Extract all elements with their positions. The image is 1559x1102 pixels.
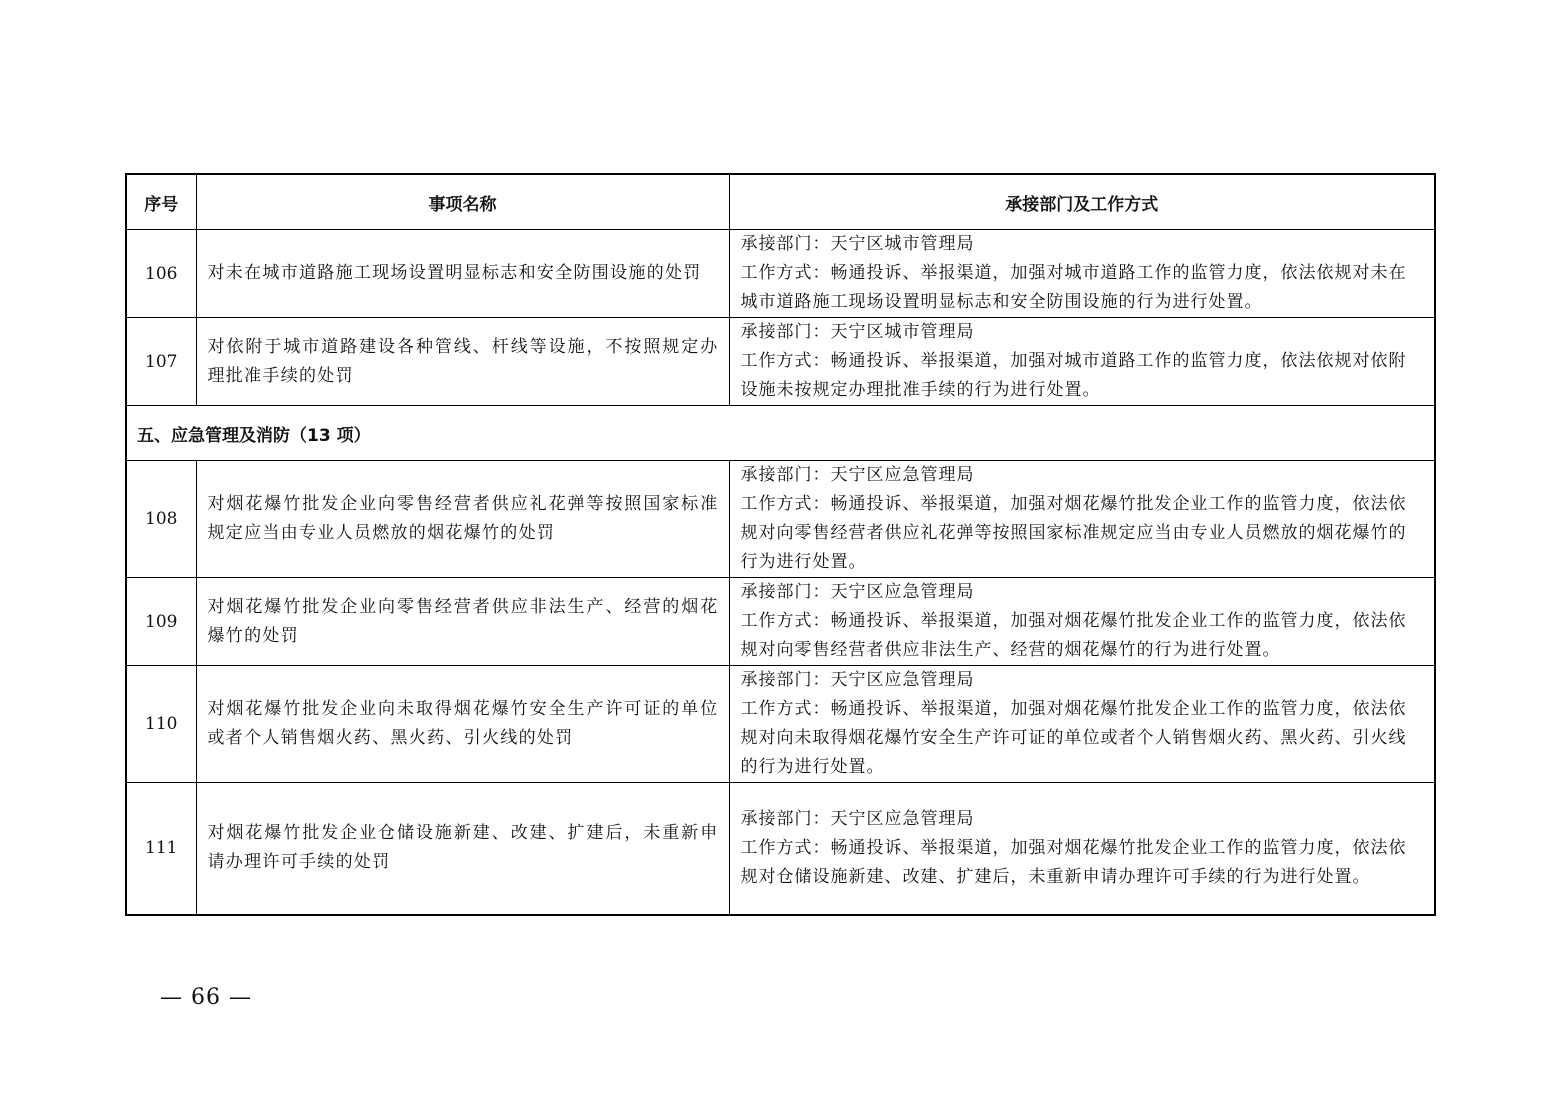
row-work-method: 工作方式：畅通投诉、举报渠道，加强对烟花爆竹批发企业工作的监管力度，依法依规对向零售经营者供应礼花弹等按照国家标准规定应当由专业人员燃放的烟花爆竹的行为进行处置。 <box>740 494 1407 572</box>
header-department-method: 承接部门及工作方式 <box>729 174 1435 230</box>
row-work-method: 工作方式：畅通投诉、举报渠道，加强对烟花爆竹批发企业工作的监管力度，依法依规对仓储设施新建、改建、扩建后，未重新申请办理许可手续的行为进行处置。 <box>740 837 1407 887</box>
table-row <box>126 578 1435 666</box>
row-item-name: 对烟花爆竹批发企业向未取得烟花爆竹安全生产许可证的单位或者个人销售烟火药、黑火药、引火线的处罚 <box>196 666 729 783</box>
row-serial-number: 111 <box>126 783 196 915</box>
row-department: 承接部门：天宁区应急管理局 <box>740 808 975 829</box>
row-department-cell <box>729 666 1435 783</box>
row-serial-number: 109 <box>126 578 196 666</box>
row-work-method: 工作方式：畅通投诉、举报渠道，加强对烟花爆竹批发企业工作的监管力度，依法依规对向零售经营者供应非法生产、经营的烟花爆竹的行为进行处置。 <box>740 611 1407 660</box>
row-item-name: 对烟花爆竹批发企业向零售经营者供应礼花弹等按照国家标准规定应当由专业人员燃放的烟花爆竹的处罚 <box>196 461 729 578</box>
row-item-name: 对未在城市道路施工现场设置明显标志和安全防围设施的处罚 <box>196 230 729 318</box>
header-serial-number: 序号 <box>126 174 196 230</box>
row-serial-number: 110 <box>126 666 196 783</box>
row-department: 承接部门：天宁区应急管理局 <box>740 670 975 690</box>
table-header-row <box>126 174 1435 230</box>
row-work-method: 工作方式：畅通投诉、举报渠道，加强对城市道路工作的监管力度，依法依规对依附设施未按规定办理批准手续的行为进行处置。 <box>740 351 1407 400</box>
section-heading-row <box>126 406 1435 461</box>
row-department-cell <box>729 230 1435 318</box>
table-row <box>126 666 1435 783</box>
row-item-name: 对烟花爆竹批发企业仓储设施新建、改建、扩建后，未重新申请办理许可手续的处罚 <box>196 783 729 915</box>
row-department-cell <box>729 578 1435 666</box>
table-row <box>126 318 1435 406</box>
row-serial-number: 107 <box>126 318 196 406</box>
table-row <box>126 230 1435 318</box>
section-heading: 五、应急管理及消防（13 项） <box>126 406 1435 461</box>
header-item-name: 事项名称 <box>196 174 729 230</box>
table-row <box>126 461 1435 578</box>
row-department-cell <box>729 783 1435 915</box>
table-row <box>126 783 1435 915</box>
row-item-name: 对烟花爆竹批发企业向零售经营者供应非法生产、经营的烟花爆竹的处罚 <box>196 578 729 666</box>
page-number: — 66 — <box>160 985 252 1010</box>
row-work-method: 工作方式：畅通投诉、举报渠道，加强对烟花爆竹批发企业工作的监管力度，依法依规对向未取得烟花爆竹安全生产许可证的单位或者个人销售烟火药、黑火药、引火线的行为进行处置。 <box>740 699 1407 777</box>
row-item-name: 对依附于城市道路建设各种管线、杆线等设施，不按照规定办理批准手续的处罚 <box>196 318 729 406</box>
row-department: 承接部门：天宁区应急管理局 <box>740 465 975 485</box>
row-work-method: 工作方式：畅通投诉、举报渠道，加强对城市道路工作的监管力度，依法依规对未在城市道路施工现场设置明显标志和安全防围设施的行为进行处置。 <box>740 263 1407 312</box>
row-serial-number: 106 <box>126 230 196 318</box>
row-serial-number: 108 <box>126 461 196 578</box>
row-department: 承接部门：天宁区应急管理局 <box>740 582 975 602</box>
row-department: 承接部门：天宁区城市管理局 <box>740 234 975 254</box>
row-department: 承接部门：天宁区城市管理局 <box>740 322 975 342</box>
row-department-cell <box>729 461 1435 578</box>
regulation-table <box>125 173 1436 916</box>
row-department-cell <box>729 318 1435 406</box>
